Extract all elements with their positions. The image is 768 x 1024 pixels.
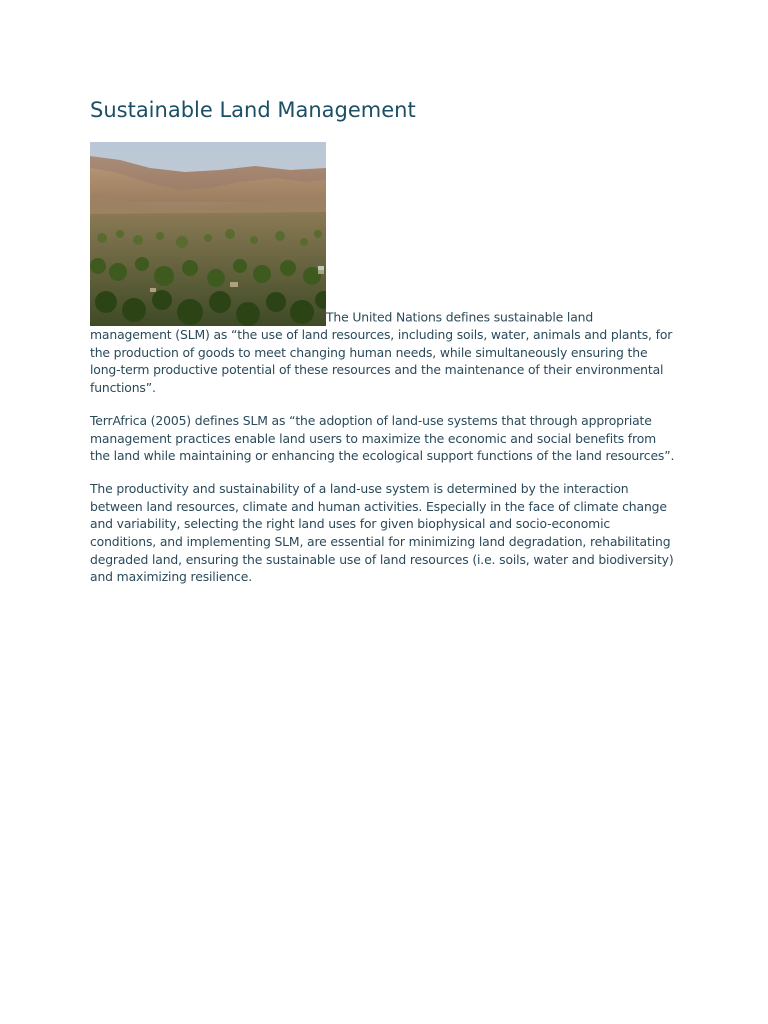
paragraph-productivity: The productivity and sustainability of a land-use system is determined by the interaction between land resources, climate and human activities. Especially in the face of climate change and variability, selecting the right land uses for given biophysical and socio-economic conditions, and implementing SLM, are essential for minimizing land degradation, rehabilitating degraded land, ensuring the sustainable use of land resources (i.e. soils, water and biodiversity) and maximizing resilience. — [90, 480, 674, 585]
document-page — [90, 96, 678, 601]
landscape-photo — [90, 142, 326, 326]
paragraph-un-definition — [90, 142, 678, 397]
page-title: Sustainable Land Management — [90, 98, 416, 122]
paragraph-text: The United Nations defines sustainable land management (SLM) as “the use of land resources, including soils, water, animals and plants, for the production of goods to meet changing human needs, while simultaneously ensuring the long-term productive potential of these resources and the maintenance of their environmental functions”. — [90, 309, 673, 396]
paragraph-terrafrica-definition: TerrAfrica (2005) defines SLM as “the adoption of land-use systems that through appropriate management practices enable land users to maximize the economic and social benefits from the land while maintaining or enhancing the ecological support functions of the land resources”. — [90, 412, 675, 464]
